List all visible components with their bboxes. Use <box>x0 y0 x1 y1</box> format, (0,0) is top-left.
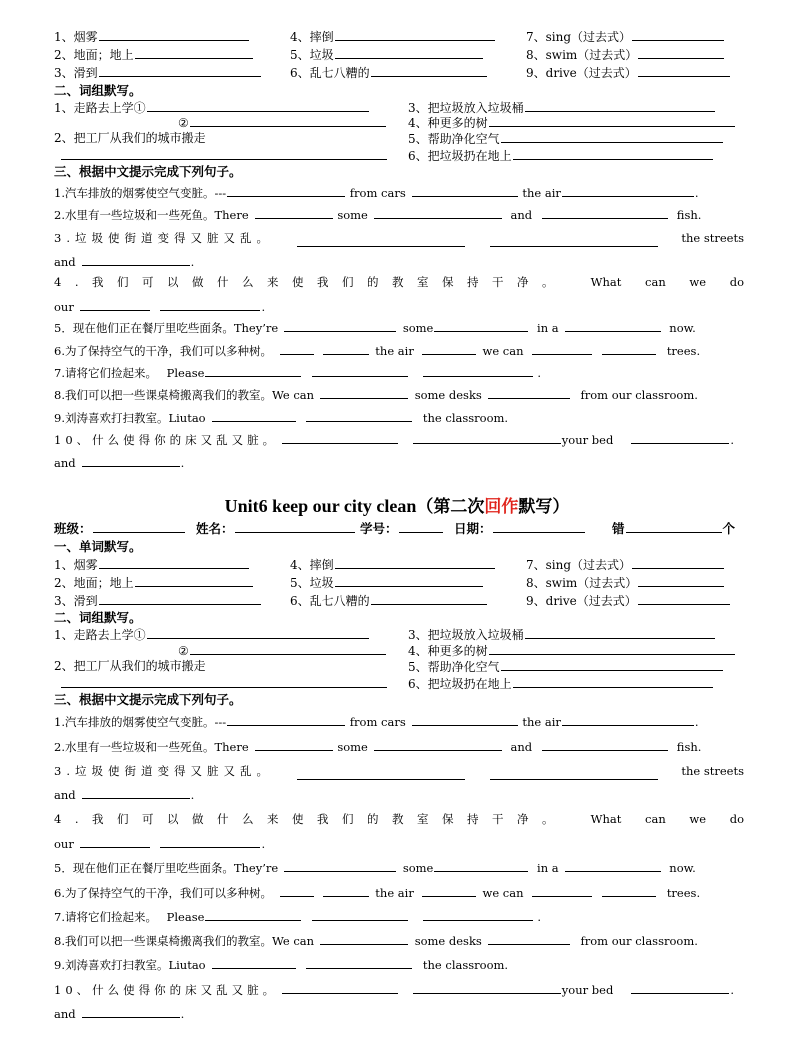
sentence-8-text-b: some desks <box>414 388 482 402</box>
sentence-10-blank-3[interactable] <box>631 431 729 444</box>
sentence-2-blank-1[interactable] <box>255 738 333 751</box>
sentence-3 <box>54 763 744 780</box>
sentence-10-blank-4[interactable] <box>82 1005 180 1018</box>
sentence-4-cn: 4.我们可以做什么来使我们的教室保持干净。 <box>54 275 567 289</box>
sentence-6-text-d: trees. <box>666 344 701 358</box>
sentence-6-blank-3[interactable] <box>422 342 476 355</box>
word-6-label: 6、乱七八糟的 <box>290 594 370 608</box>
sentence-5-text-d: now. <box>669 861 696 875</box>
word-9-blank[interactable] <box>638 64 730 77</box>
title-english: Unit6 keep our city clean <box>224 496 417 516</box>
sentence-4-text-d: we <box>689 812 707 826</box>
phrase-4-blank[interactable] <box>489 114 735 127</box>
phrase-6-blank[interactable] <box>513 147 713 160</box>
word-2-blank[interactable] <box>135 46 253 59</box>
sentence-7: 7.请将它们捡起来。 Please . <box>54 366 542 380</box>
sentence-9-blank-2[interactable] <box>306 956 412 969</box>
sentence-5-cn: 5．现在他们正在餐厅里吃些面条。They’re <box>54 321 279 335</box>
word-8 <box>526 574 725 592</box>
word-5-label: 5、垃圾 <box>290 48 334 62</box>
word-2-blank[interactable] <box>135 574 253 587</box>
word-2 <box>54 46 254 64</box>
sentence-5-text-c: in a <box>537 321 559 335</box>
sentence-2-cn: 2.水里有一些垃圾和一些死鱼。There <box>54 208 249 222</box>
sentence-10-text-c: and <box>54 456 76 470</box>
phrase-3-label: 3、把垃圾放入垃圾桶 <box>408 101 524 115</box>
sentence-5 <box>54 319 744 336</box>
sentence-10-text-b: your bed <box>561 983 614 997</box>
id-blank[interactable] <box>399 520 443 533</box>
sentence-3 <box>54 230 744 247</box>
sentence-4-text-c: can <box>645 275 666 289</box>
id-field <box>360 520 444 537</box>
id-label: 学号： <box>360 521 398 536</box>
sentence-5-blank-1[interactable] <box>284 859 396 872</box>
section-1-text: 一、单词默写。 <box>54 539 142 554</box>
sentence-1: 1.汽车排放的烟雾使空气变脏。--- from cars the air . <box>54 186 699 200</box>
title-chinese-a: （第二次 <box>416 497 485 517</box>
sentence-3-cn: 3.垃圾使街道变得又脏又乱。 <box>54 764 273 778</box>
section-3-text: 三、根据中文提示完成下列句子。 <box>54 692 242 707</box>
sentence-4 <box>54 811 744 828</box>
phrase-6 <box>408 147 714 165</box>
word-6-blank[interactable] <box>371 592 487 605</box>
sentence-1-cn: 1.汽车排放的烟雾使空气变脏。--- <box>54 715 227 729</box>
name-field <box>196 520 356 537</box>
sentence-3-cont: and . <box>54 788 195 802</box>
phrase-1-label: 1、走路去上学① <box>54 101 146 115</box>
sentence-5-text-d: now. <box>669 321 696 335</box>
title-chinese-red: 回作 <box>484 497 519 517</box>
word-8 <box>526 46 725 64</box>
sentence-7-blank-1[interactable] <box>205 908 301 921</box>
sentence-6-blank-1[interactable] <box>280 884 314 897</box>
sentence-6-text-c: we can <box>482 886 524 900</box>
sentence-1-blank-2[interactable] <box>412 713 518 726</box>
sentence-4-blank-1[interactable] <box>80 835 150 848</box>
sentence-6-cn: 6.为了保持空气的干净，我们可以多种树。 <box>54 886 272 900</box>
class-field <box>54 520 186 537</box>
phrase-5 <box>408 130 724 148</box>
sentence-2 <box>54 738 744 755</box>
sentence-6-blank-2[interactable] <box>323 342 369 355</box>
sentence-1-blank-1[interactable] <box>227 713 345 726</box>
sentence-9-cn: 9.刘涛喜欢打扫教室。Liutao <box>54 411 206 425</box>
sentence-1-text-c: the air <box>522 715 561 729</box>
sentence-3-blank-3[interactable] <box>82 786 190 799</box>
word-5-label: 5、垃圾 <box>290 576 334 590</box>
sentence-6-text-c: we can <box>482 344 524 358</box>
phrase-6-blank[interactable] <box>513 675 713 688</box>
phrase-1b <box>178 114 387 132</box>
sentence-5-text-b: some <box>402 861 434 875</box>
sentence-2-blank-3[interactable] <box>542 738 668 751</box>
sentence-9-blank-1[interactable] <box>212 409 296 422</box>
phrase-3-blank[interactable] <box>525 99 715 112</box>
sentence-3-cn: 3.垃圾使街道变得又脏又乱。 <box>54 231 273 245</box>
word-2 <box>54 574 254 592</box>
word-7 <box>526 28 725 46</box>
name-label: 姓名： <box>196 521 234 536</box>
sentence-10-blank-4[interactable] <box>82 454 180 467</box>
word-8-label: 8、swim（过去式） <box>526 48 638 62</box>
sentence-3-cont: and . <box>54 255 195 269</box>
sentence-6-cn: 6.为了保持空气的干净，我们可以多种树。 <box>54 344 272 358</box>
word-8-blank[interactable] <box>638 46 724 59</box>
sentence-2-text-d: fish. <box>676 208 702 222</box>
phrase-1b-label: ② <box>178 644 189 658</box>
sentence-4-text-b: What <box>590 275 622 289</box>
sentence-6 <box>54 342 744 359</box>
phrase-5-label: 5、帮助净化空气 <box>408 132 500 146</box>
sentence-9-blank-2[interactable] <box>306 409 412 422</box>
date-blank[interactable] <box>493 520 585 533</box>
sentence-9-blank-1[interactable] <box>212 956 296 969</box>
phrase-1b-label: ② <box>178 116 189 130</box>
sentence-4-text-c: can <box>645 812 666 826</box>
phrase-2-label: 2、把工厂从我们的城市搬走 <box>54 131 206 145</box>
sentence-10-text-c: and <box>54 1007 76 1021</box>
sentence-3-text-c: and <box>54 255 76 269</box>
sentence-4-blank-1[interactable] <box>80 298 150 311</box>
phrase-1a-blank[interactable] <box>147 626 369 639</box>
sentence-7-cn: 7.请将它们捡起来。 <box>54 910 157 924</box>
word-1-label: 1、烟雾 <box>54 30 98 44</box>
sentence-2-text-c: and <box>510 208 533 222</box>
word-2-label: 2、地面；地上 <box>54 48 134 62</box>
sentence-8-blank-1[interactable] <box>320 386 408 399</box>
phrase-6-label: 6、把垃圾扔在地上 <box>408 149 512 163</box>
sentence-6-blank-4[interactable] <box>532 884 592 897</box>
phrase-5-blank[interactable] <box>501 130 723 143</box>
sentence-10-blank-1[interactable] <box>282 981 398 994</box>
sentence-2 <box>54 206 744 223</box>
sentence-5-blank-2[interactable] <box>434 859 528 872</box>
sentence-6-blank-5[interactable] <box>602 342 656 355</box>
sentence-7: 7.请将它们捡起来。 Please . <box>54 910 542 924</box>
word-6-label: 6、乱七八糟的 <box>290 66 370 80</box>
word-4 <box>290 556 496 574</box>
word-8-blank[interactable] <box>638 574 724 587</box>
section-2-text: 二、词组默写。 <box>54 83 142 98</box>
sentence-7-blank-3[interactable] <box>423 908 533 921</box>
sentence-8-cn: 8.我们可以把一些课桌椅搬离我们的教室。We can <box>54 934 315 948</box>
phrase-5-label: 5、帮助净化空气 <box>408 660 500 674</box>
word-3-blank[interactable] <box>99 64 261 77</box>
word-7-label: 7、sing（过去式） <box>526 558 632 572</box>
sentence-8 <box>54 386 744 403</box>
sentence-2-blank-2[interactable] <box>374 206 502 219</box>
sentence-6-blank-5[interactable] <box>602 884 656 897</box>
sentence-1-blank-2[interactable] <box>412 184 518 197</box>
sentence-7-blank-2[interactable] <box>312 908 408 921</box>
phrase-3-blank[interactable] <box>525 626 715 639</box>
sentence-10-blank-3[interactable] <box>631 981 729 994</box>
title-chinese-b: 默写） <box>518 497 570 517</box>
sentence-8 <box>54 932 744 949</box>
sentence-3-blank-1[interactable] <box>297 234 465 247</box>
sentence-7-blank-2[interactable] <box>312 364 408 377</box>
sentence-7-blank-3[interactable] <box>423 364 533 377</box>
word-9 <box>526 592 731 610</box>
sentence-2-text-b: some <box>337 208 368 222</box>
phrase-1b-blank[interactable] <box>190 642 386 655</box>
word-9-label: 9、drive（过去式） <box>526 594 637 608</box>
sentence-8-cn: 8.我们可以把一些课桌椅搬离我们的教室。We can <box>54 388 315 402</box>
word-3-blank[interactable] <box>99 592 261 605</box>
sentence-1-text-c: the air <box>522 186 561 200</box>
sentence-1: 1.汽车排放的烟雾使空气变脏。--- from cars the air . <box>54 715 699 729</box>
phrase-5-blank[interactable] <box>501 658 723 671</box>
class-label: 班级： <box>54 521 92 536</box>
wrong-label: 错 <box>612 521 625 536</box>
sentence-3-text-b: the streets <box>681 231 744 245</box>
sentence-9-text-b: the classroom. <box>422 958 509 972</box>
word-4-label: 4、摔倒 <box>290 558 334 572</box>
phrase-3-label: 3、把垃圾放入垃圾桶 <box>408 628 524 642</box>
phrase-4-label: 4、种更多的树 <box>408 644 488 658</box>
sentence-5-blank-3[interactable] <box>565 859 661 872</box>
sentence-2-cn: 2.水里有一些垃圾和一些死鱼。There <box>54 740 249 754</box>
word-6-blank[interactable] <box>371 64 487 77</box>
phrase-2 <box>54 130 206 147</box>
section-2-text: 二、词组默写。 <box>54 610 142 625</box>
word-3 <box>54 592 262 610</box>
sentence-10-blank-2[interactable] <box>413 431 561 444</box>
phrase-2-blank[interactable] <box>61 147 387 160</box>
sentence-10-cont: and . <box>54 456 185 470</box>
sentence-4 <box>54 274 744 291</box>
sentence-4-text-f: our <box>54 300 74 314</box>
sentence-5-blank-1[interactable] <box>284 319 396 332</box>
sentence-4-cn: 4.我们可以做什么来使我们的教室保持干净。 <box>54 812 567 826</box>
sentence-10: 10、什么使得你的床又乱又脏。 your bed . <box>54 433 734 447</box>
sentence-9-cn: 9.刘涛喜欢打扫教室。Liutao <box>54 958 206 972</box>
sentence-9-text-b: the classroom. <box>422 411 509 425</box>
sentence-1-blank-3[interactable] <box>562 184 694 197</box>
sentence-4-text-e: do <box>729 275 744 289</box>
name-blank[interactable] <box>235 520 355 533</box>
sentence-7-cn: 7.请将它们捡起来。 <box>54 366 157 380</box>
sentence-5-text-c: in a <box>537 861 559 875</box>
sentence-4-cont: our . <box>54 300 266 314</box>
sentence-5-cn: 5．现在他们正在餐厅里吃些面条。They’re <box>54 861 279 875</box>
phrase-2 <box>54 658 206 675</box>
phrase-1b-blank[interactable] <box>190 114 386 127</box>
word-1 <box>54 556 250 574</box>
sentence-3-text-c: and <box>54 788 76 802</box>
word-7-blank[interactable] <box>632 28 724 41</box>
sentence-3-blank-3[interactable] <box>82 253 190 266</box>
phrase-1-label: 1、走路去上学① <box>54 628 146 642</box>
sentence-6-text-b: the air <box>375 344 414 358</box>
sentence-1-blank-3[interactable] <box>562 713 694 726</box>
word-1-blank[interactable] <box>99 556 249 569</box>
sentence-2-text-c: and <box>510 740 533 754</box>
sentence-7-text-b: Please <box>166 366 205 380</box>
phrase-6-label: 6、把垃圾扔在地上 <box>408 677 512 691</box>
sentence-9 <box>54 409 744 426</box>
word-1 <box>54 28 250 46</box>
sentence-3-blank-2[interactable] <box>490 234 658 247</box>
word-8-label: 8、swim（过去式） <box>526 576 638 590</box>
word-1-label: 1、烟雾 <box>54 558 98 572</box>
sentence-6-blank-4[interactable] <box>532 342 592 355</box>
sentence-1-text-b: from cars <box>349 715 406 729</box>
sentence-6-blank-2[interactable] <box>323 884 369 897</box>
word-2-label: 2、地面；地上 <box>54 576 134 590</box>
sentence-4-text-b: What <box>590 812 622 826</box>
wrong-count-field <box>612 520 735 537</box>
sentence-9 <box>54 956 744 973</box>
sentence-8-blank-2[interactable] <box>488 386 570 399</box>
phrase-5 <box>408 658 724 676</box>
word-5-blank[interactable] <box>335 574 483 587</box>
sentence-4-cont: our . <box>54 837 266 851</box>
sentence-10-cont: and . <box>54 1007 185 1021</box>
sentence-8-text-b: some desks <box>414 934 482 948</box>
sentence-4-blank-2[interactable] <box>160 298 260 311</box>
word-3 <box>54 64 262 82</box>
word-3-label: 3、滑到 <box>54 594 98 608</box>
sentence-7-text-b: Please <box>166 910 205 924</box>
sentence-4-text-e: do <box>729 812 744 826</box>
phrase-6 <box>408 675 714 693</box>
sentence-7-blank-1[interactable] <box>205 364 301 377</box>
sentence-2-text-b: some <box>337 740 368 754</box>
word-7-blank[interactable] <box>632 556 724 569</box>
word-3-label: 3、滑到 <box>54 66 98 80</box>
sentence-2-blank-1[interactable] <box>255 206 333 219</box>
date-field <box>454 520 586 537</box>
sentence-3-blank-1[interactable] <box>297 767 465 780</box>
sentence-6-text-b: the air <box>375 886 414 900</box>
word-6 <box>290 592 488 610</box>
sentence-8-blank-1[interactable] <box>320 932 408 945</box>
unit-label: 个 <box>722 521 736 536</box>
sentence-3-text-b: the streets <box>681 764 744 778</box>
sentence-5-blank-2[interactable] <box>434 319 528 332</box>
sentence-10: 10、什么使得你的床又乱又脏。 your bed . <box>54 983 734 997</box>
sentence-5 <box>54 859 744 876</box>
sentence-4-text-f: our <box>54 837 74 851</box>
word-5-blank[interactable] <box>335 46 483 59</box>
word-4-blank[interactable] <box>335 28 495 41</box>
word-1-blank[interactable] <box>99 28 249 41</box>
sentence-8-blank-2[interactable] <box>488 932 570 945</box>
sentence-1-cn: 1.汽车排放的烟雾使空气变脏。--- <box>54 186 227 200</box>
sentence-5-text-b: some <box>402 321 434 335</box>
sentence-6-text-d: trees. <box>666 886 701 900</box>
word-7 <box>526 556 725 574</box>
word-6 <box>290 64 488 82</box>
sentence-8-text-c: from our classroom. <box>580 388 698 402</box>
sentence-10-blank-1[interactable] <box>282 431 398 444</box>
sentence-10-blank-2[interactable] <box>413 981 561 994</box>
sentence-6-blank-3[interactable] <box>422 884 476 897</box>
sentence-10-text-b: your bed <box>561 433 614 447</box>
word-4-label: 4、摔倒 <box>290 30 334 44</box>
sentence-6-blank-1[interactable] <box>280 342 314 355</box>
phrase-2-label: 2、把工厂从我们的城市搬走 <box>54 659 206 673</box>
worksheet-title <box>0 494 794 518</box>
sentence-2-blank-2[interactable] <box>374 738 502 751</box>
class-blank[interactable] <box>93 520 185 533</box>
phrase-4-label: 4、种更多的树 <box>408 116 488 130</box>
word-5 <box>290 46 484 64</box>
section-3-text: 三、根据中文提示完成下列句子。 <box>54 164 242 179</box>
phrase-1a-blank[interactable] <box>147 99 369 112</box>
sentence-5-blank-3[interactable] <box>565 319 661 332</box>
sentence-4-text-d: we <box>689 275 707 289</box>
sentence-2-blank-3[interactable] <box>542 206 668 219</box>
phrase-2-blank[interactable] <box>61 675 387 688</box>
sentence-8-text-c: from our classroom. <box>580 934 698 948</box>
sentence-3-blank-2[interactable] <box>490 767 658 780</box>
sentence-10-cn: 10、什么使得你的床又乱又脏。 <box>54 433 279 447</box>
date-label: 日期： <box>454 521 492 536</box>
sentence-10-cn: 10、什么使得你的床又乱又脏。 <box>54 983 279 997</box>
sentence-6 <box>54 884 744 901</box>
sentence-1-text-b: from cars <box>349 186 406 200</box>
sentence-2-text-d: fish. <box>676 740 702 754</box>
wrong-blank[interactable] <box>626 520 722 533</box>
word-9 <box>526 64 731 82</box>
word-5 <box>290 574 484 592</box>
word-4 <box>290 28 496 46</box>
sentence-4-blank-2[interactable] <box>160 835 260 848</box>
word-9-blank[interactable] <box>638 592 730 605</box>
sentence-1-blank-1[interactable] <box>227 184 345 197</box>
word-9-label: 9、drive（过去式） <box>526 66 637 80</box>
phrase-4-blank[interactable] <box>489 642 735 655</box>
phrase-1b <box>178 642 387 660</box>
word-4-blank[interactable] <box>335 556 495 569</box>
word-7-label: 7、sing（过去式） <box>526 30 632 44</box>
